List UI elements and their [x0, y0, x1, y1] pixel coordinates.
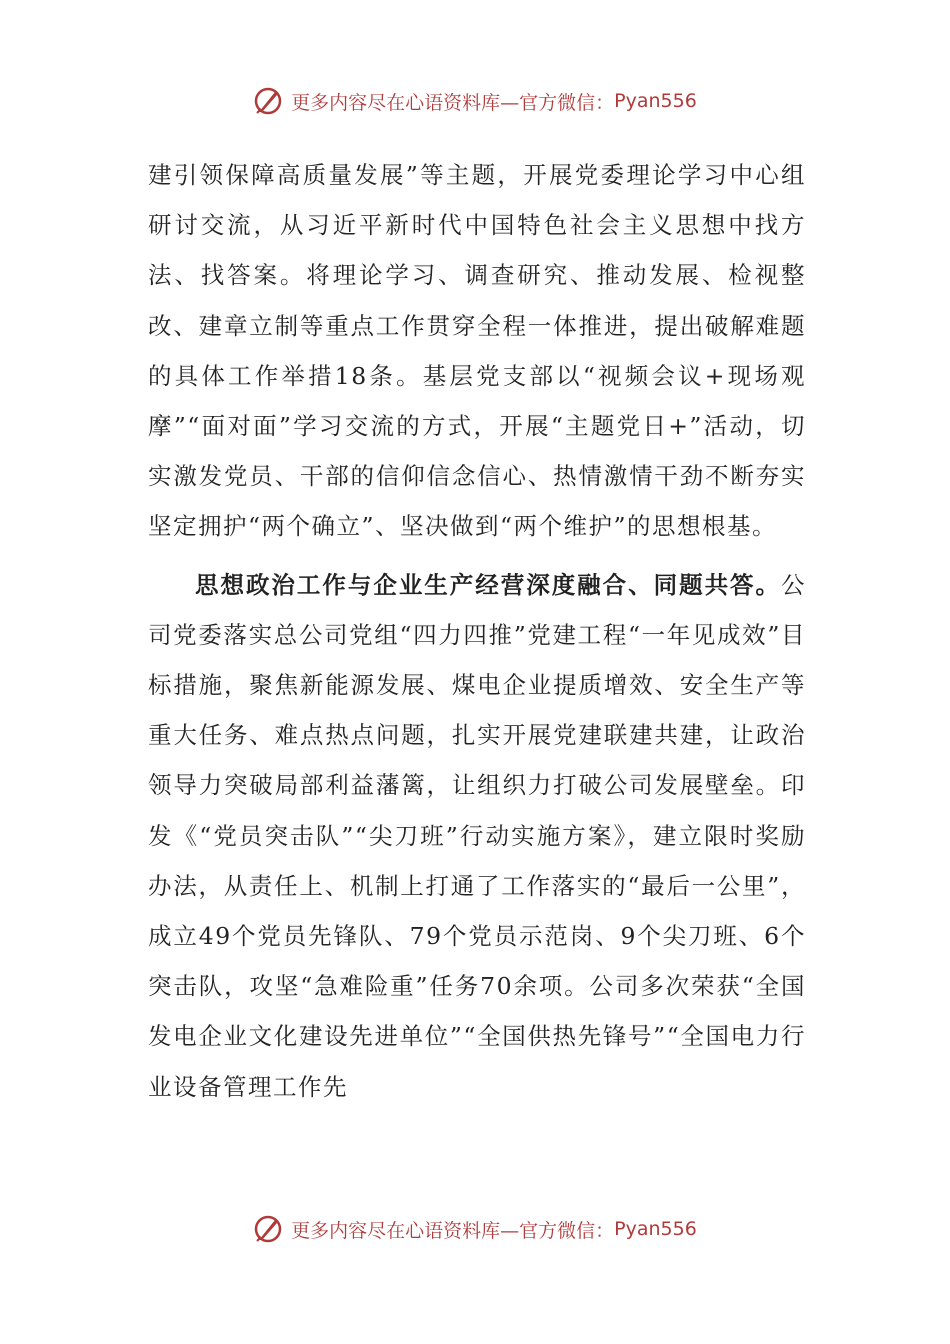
footer-banner-text: 更多内容尽在心语资料库—官方微信：	[291, 1219, 615, 1242]
quill-logo-icon	[253, 1214, 283, 1244]
paragraph-2-text: 公司党委落实总公司党组“四力四推”党建工程“一年见成效”目标措施，聚焦新能源发展、煤电企业提质增效、安全生产等重大任务、难点热点问题，扎实开展党建联建共建，让政治领导力突破局部利益藩篱，让组织力打破公司发展壁垒。印发《“党员突击队”“尖刀班”行动实施方案》，建立限时奖励办法，从责任上、机制上打通了工作落实的“最后一公里”，成立49个党员先锋队、79个党员示范岗、9个尖刀班、6个突击队，攻坚“急难险重”任务70余项。公司多次荣获“全国发电企业文化建设先进单位”“全国供热先锋号”“全国电力行业设备管理工作先	[148, 570, 806, 1101]
paragraph-2-heading: 思想政治工作与企业生产经营深度融合、同题共答。	[195, 570, 781, 599]
quill-logo-icon	[253, 86, 283, 116]
header-banner-text: 更多内容尽在心语资料库—官方微信：	[291, 91, 615, 114]
footer-banner	[0, 1214, 950, 1244]
paragraph-2	[148, 560, 806, 1112]
header-banner	[0, 86, 950, 116]
paragraph-1: 建引领保障高质量发展”等主题，开展党委理论学习中心组研讨交流，从习近平新时代中国特色社会主义思想中找方法、找答案。将理论学习、调查研究、推动发展、检视整改、建章立制等重点工作贯穿全程一体推进，提出破解难题的具体工作举措18条。基层党支部以“视频会议+现场观摩”“面对面”学习交流的方式，开展“主题党日+”活动，切实激发党员、干部的信仰信念信心、热情激情干劲不断夯实坚定拥护“两个确立”、坚决做到“两个维护”的思想根基。	[148, 161, 806, 541]
header-banner-wechat-id: Pyan556	[614, 90, 697, 112]
footer-banner-wechat-id: Pyan556	[614, 1218, 697, 1240]
document-body	[148, 150, 806, 1112]
